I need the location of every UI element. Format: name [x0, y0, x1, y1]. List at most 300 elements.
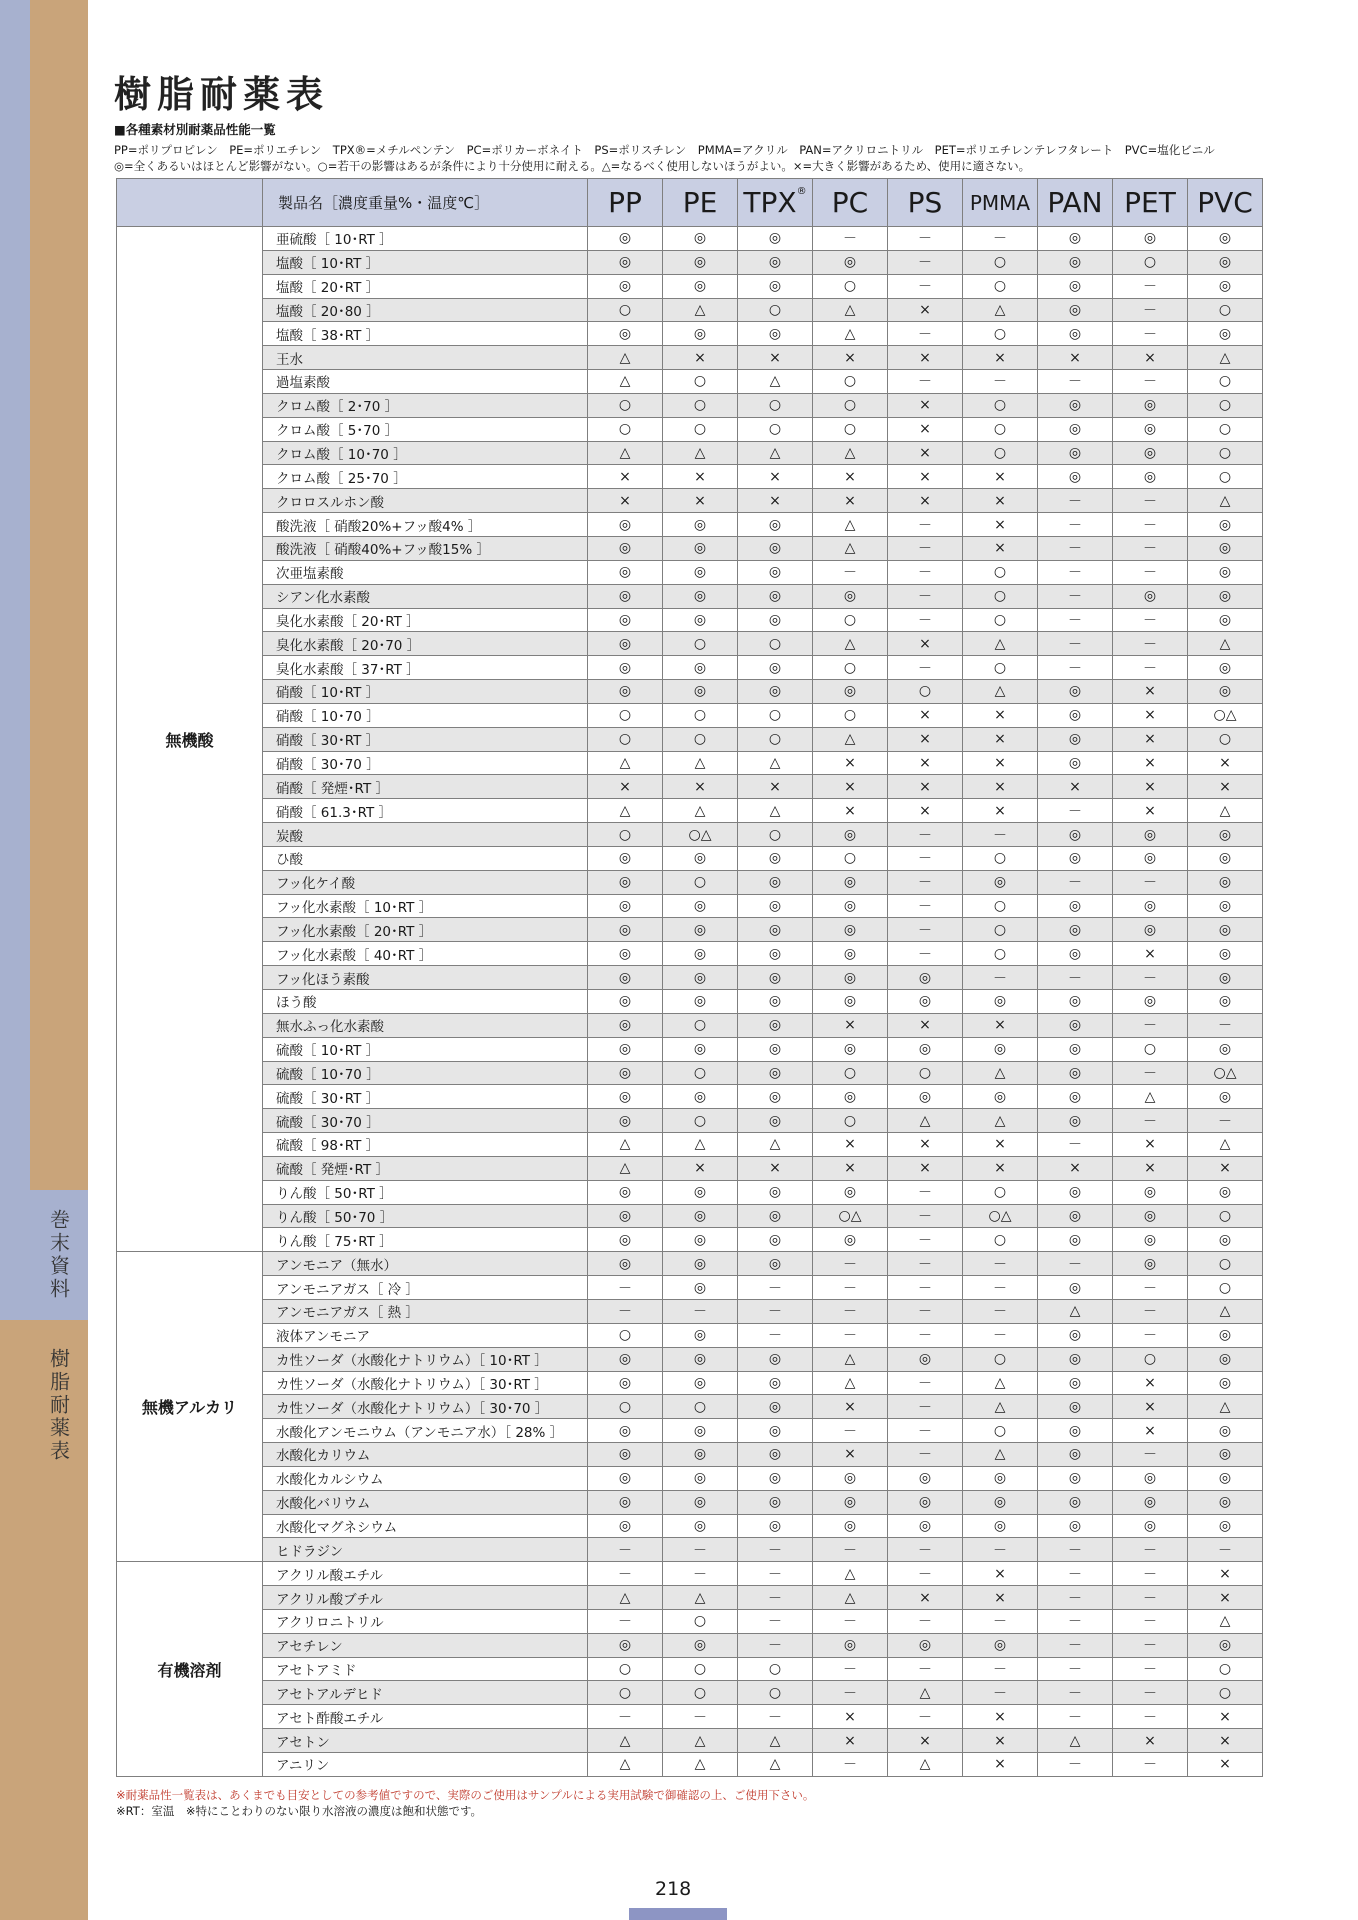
- rating-cell: ◎: [738, 1252, 813, 1276]
- rating-cell: －: [738, 1323, 813, 1347]
- rating-cell: ○: [813, 370, 888, 394]
- rating-cell: ○: [738, 298, 813, 322]
- rating-cell: ◎: [588, 632, 663, 656]
- rating-cell: －: [1113, 870, 1188, 894]
- rating-cell: ×: [1188, 1562, 1263, 1586]
- rating-cell: ×: [588, 489, 663, 513]
- rating-cell: ○: [963, 1419, 1038, 1443]
- chemical-name-cell: ひ酸: [263, 846, 588, 870]
- table-row: [117, 656, 1263, 680]
- table-row: [117, 1299, 1263, 1323]
- page-number: 218: [655, 1878, 692, 1900]
- rating-cell: －: [1113, 513, 1188, 537]
- table-row: [117, 846, 1263, 870]
- rating-cell: ◎: [813, 1085, 888, 1109]
- chemical-name-cell: 臭化水素酸［ 37･RT ］: [263, 656, 588, 680]
- rating-cell: ◎: [663, 250, 738, 274]
- chemical-name-cell: 臭化水素酸［ 20･70 ］: [263, 632, 588, 656]
- rating-cell: －: [738, 1562, 813, 1586]
- chemical-name-cell: クロム酸［ 2･70 ］: [263, 393, 588, 417]
- rating-cell: ◎: [1188, 322, 1263, 346]
- rating-cell: △: [663, 1586, 738, 1610]
- rating-cell: －: [1113, 1633, 1188, 1657]
- rating-cell: ◎: [1038, 823, 1113, 847]
- side-tab-resin-chemical[interactable]: [30, 1335, 88, 1475]
- page-number-bar: [629, 1908, 727, 1920]
- rating-cell: ◎: [588, 990, 663, 1014]
- rating-cell: ×: [1188, 1729, 1263, 1753]
- rating-cell: ×: [813, 1156, 888, 1180]
- chemical-name-cell: クロロスルホン酸: [263, 489, 588, 513]
- rating-cell: ◎: [963, 1514, 1038, 1538]
- rating-cell: ◎: [888, 966, 963, 990]
- rating-cell: ◎: [813, 966, 888, 990]
- rating-cell: ×: [888, 751, 963, 775]
- rating-cell: ◎: [738, 560, 813, 584]
- rating-cell: ◎: [1188, 1180, 1263, 1204]
- rating-cell: ◎: [1038, 1347, 1113, 1371]
- rating-cell: ×: [888, 799, 963, 823]
- rating-cell: －: [1038, 489, 1113, 513]
- rating-cell: －: [888, 536, 963, 560]
- chemical-name-cell: 硝酸［ 30･70 ］: [263, 751, 588, 775]
- rating-cell: ◎: [1188, 1490, 1263, 1514]
- rating-cell: ◎: [663, 1323, 738, 1347]
- rating-cell: ○: [963, 1228, 1038, 1252]
- rating-cell: ◎: [1188, 823, 1263, 847]
- rating-cell: ◎: [663, 1466, 738, 1490]
- rating-cell: ◎: [813, 1514, 888, 1538]
- rating-cell: ○: [738, 727, 813, 751]
- rating-cell: ◎: [738, 1371, 813, 1395]
- rating-cell: ◎: [738, 966, 813, 990]
- rating-cell: ×: [813, 489, 888, 513]
- section-subheading: ■各種素材別耐薬品性能一覧: [114, 122, 276, 137]
- rating-cell: ○: [813, 393, 888, 417]
- rating-cell: －: [888, 846, 963, 870]
- rating-cell: －: [813, 1657, 888, 1681]
- rating-cell: ◎: [738, 942, 813, 966]
- rating-cell: △: [738, 751, 813, 775]
- rating-cell: －: [1038, 1586, 1113, 1610]
- rating-cell: ○: [588, 727, 663, 751]
- material-header-pp: PP: [588, 179, 663, 227]
- table-row: [117, 1323, 1263, 1347]
- rating-cell: ◎: [1188, 227, 1263, 251]
- rating-cell: －: [813, 1419, 888, 1443]
- rating-cell: ◎: [588, 1013, 663, 1037]
- rating-cell: △: [888, 1109, 963, 1133]
- rating-cell: －: [1188, 1109, 1263, 1133]
- rating-cell: ×: [1113, 727, 1188, 751]
- page-title: 樹脂耐薬表: [114, 73, 329, 116]
- rating-cell: ○: [738, 393, 813, 417]
- rating-cell: △: [738, 1729, 813, 1753]
- rating-cell: △: [588, 1586, 663, 1610]
- rating-cell: ×: [963, 1753, 1038, 1777]
- chemical-name-cell: クロム酸［ 25･70 ］: [263, 465, 588, 489]
- rating-cell: ○: [1188, 441, 1263, 465]
- rating-cell: ◎: [588, 608, 663, 632]
- rating-cell: ◎: [1038, 465, 1113, 489]
- rating-cell: ○: [663, 1013, 738, 1037]
- chemical-name-cell: 水酸化カルシウム: [263, 1466, 588, 1490]
- rating-cell: －: [963, 1538, 1038, 1562]
- table-row: [117, 1562, 1263, 1586]
- rating-cell: ◎: [1038, 322, 1113, 346]
- chemical-name-cell: フッ化水素酸［ 20･RT ］: [263, 918, 588, 942]
- rating-cell: ◎: [1188, 680, 1263, 704]
- rating-cell: ×: [1113, 1395, 1188, 1419]
- rating-cell: ◎: [1113, 1252, 1188, 1276]
- rating-cell: ×: [963, 1156, 1038, 1180]
- rating-cell: ×: [663, 775, 738, 799]
- rating-cell: －: [1038, 1633, 1113, 1657]
- rating-cell: ◎: [738, 584, 813, 608]
- chemical-name-cell: りん酸［ 50･70 ］: [263, 1204, 588, 1228]
- rating-cell: ◎: [588, 1109, 663, 1133]
- rating-cell: ◎: [588, 250, 663, 274]
- rating-cell: －: [888, 656, 963, 680]
- rating-cell: －: [1113, 1109, 1188, 1133]
- rating-cell: ×: [888, 346, 963, 370]
- rating-cell: ◎: [1188, 608, 1263, 632]
- table-header-row: [117, 179, 1263, 227]
- table-row: [117, 393, 1263, 417]
- rating-cell: －: [1038, 584, 1113, 608]
- rating-cell: ◎: [588, 560, 663, 584]
- rating-cell: ×: [1113, 1729, 1188, 1753]
- rating-cell: ○: [813, 1109, 888, 1133]
- rating-cell: ◎: [1188, 1633, 1263, 1657]
- rating-cell: ◎: [738, 1395, 813, 1419]
- rating-cell: ◎: [663, 1276, 738, 1300]
- rating-cell: ○: [1188, 727, 1263, 751]
- rating-cell: ◎: [738, 1490, 813, 1514]
- rating-cell: ◎: [1188, 1037, 1263, 1061]
- rating-cell: ○: [813, 417, 888, 441]
- rating-cell: －: [888, 274, 963, 298]
- rating-cell: ◎: [588, 584, 663, 608]
- chemical-name-cell: 臭化水素酸［ 20･RT ］: [263, 608, 588, 632]
- rating-cell: ◎: [963, 990, 1038, 1014]
- rating-cell: ◎: [813, 990, 888, 1014]
- chemical-name-cell: シアン化水素酸: [263, 584, 588, 608]
- rating-cell: ×: [888, 632, 963, 656]
- rating-cell: ◎: [1113, 823, 1188, 847]
- rating-cell: ◎: [738, 846, 813, 870]
- rating-cell: ◎: [813, 1490, 888, 1514]
- rating-cell: ◎: [1188, 1419, 1263, 1443]
- rating-cell: ◎: [663, 274, 738, 298]
- table-row: [117, 990, 1263, 1014]
- chemical-name-cell: 水酸化マグネシウム: [263, 1514, 588, 1538]
- rating-cell: ◎: [738, 1085, 813, 1109]
- rating-cell: ○: [663, 870, 738, 894]
- rating-cell: －: [588, 1609, 663, 1633]
- rating-cell: ◎: [663, 846, 738, 870]
- rating-cell: △: [588, 1753, 663, 1777]
- rating-cell: ◎: [588, 1061, 663, 1085]
- rating-cell: ×: [663, 346, 738, 370]
- table-row: [117, 346, 1263, 370]
- rating-cell: ○: [1188, 1204, 1263, 1228]
- rating-cell: ×: [738, 465, 813, 489]
- rating-cell: ◎: [588, 1514, 663, 1538]
- rating-cell: △: [1038, 1299, 1113, 1323]
- rating-cell: －: [1038, 608, 1113, 632]
- rating-cell: －: [813, 1276, 888, 1300]
- rating-cell: －: [888, 1180, 963, 1204]
- table-row: [117, 1180, 1263, 1204]
- rating-cell: △: [813, 536, 888, 560]
- table-row: [117, 560, 1263, 584]
- rating-cell: ◎: [588, 680, 663, 704]
- rating-cell: －: [588, 1562, 663, 1586]
- rating-cell: －: [1038, 870, 1113, 894]
- rating-cell: ×: [888, 1133, 963, 1157]
- rating-cell: ◎: [738, 536, 813, 560]
- rating-cell: ◎: [588, 1180, 663, 1204]
- rating-cell: －: [1113, 1609, 1188, 1633]
- rating-cell: ◎: [663, 1252, 738, 1276]
- table-row: [117, 823, 1263, 847]
- rating-cell: ○: [738, 1657, 813, 1681]
- rating-cell: ◎: [588, 322, 663, 346]
- rating-cell: ×: [1188, 1156, 1263, 1180]
- category-cell: 有機溶剤: [117, 1562, 263, 1777]
- rating-cell: －: [813, 560, 888, 584]
- rating-cell: －: [963, 1657, 1038, 1681]
- rating-cell: ◎: [588, 1037, 663, 1061]
- rating-cell: －: [888, 942, 963, 966]
- rating-cell: ◎: [813, 1037, 888, 1061]
- rating-cell: ○: [588, 417, 663, 441]
- rating-cell: ○: [738, 1681, 813, 1705]
- rating-cell: －: [888, 1705, 963, 1729]
- rating-cell: －: [1038, 656, 1113, 680]
- category-cell: 無機酸: [117, 227, 263, 1252]
- table-row: [117, 632, 1263, 656]
- rating-cell: ◎: [588, 846, 663, 870]
- rating-cell: △: [963, 1443, 1038, 1467]
- rating-cell: △: [1188, 1299, 1263, 1323]
- rating-cell: ◎: [1188, 846, 1263, 870]
- table-row: [117, 918, 1263, 942]
- chemical-name-cell: りん酸［ 50･RT ］: [263, 1180, 588, 1204]
- rating-cell: ◎: [663, 1443, 738, 1467]
- rating-cell: －: [888, 513, 963, 537]
- rating-cell: ×: [888, 298, 963, 322]
- rating-cell: ○△: [1188, 1061, 1263, 1085]
- rating-cell: ◎: [738, 322, 813, 346]
- rating-cell: ◎: [588, 918, 663, 942]
- chemical-name-cell: フッ化水素酸［ 10･RT ］: [263, 894, 588, 918]
- rating-cell: －: [1113, 1013, 1188, 1037]
- rating-cell: ◎: [738, 894, 813, 918]
- rating-cell: ◎: [813, 1633, 888, 1657]
- rating-cell: ◎: [1188, 990, 1263, 1014]
- rating-cell: ○: [738, 417, 813, 441]
- rating-cell: △: [663, 1729, 738, 1753]
- rating-cell: －: [1113, 608, 1188, 632]
- rating-cell: ×: [1188, 775, 1263, 799]
- rating-cell: ◎: [1188, 1347, 1263, 1371]
- table-row: [117, 1252, 1263, 1276]
- rating-cell: ◎: [663, 608, 738, 632]
- chemical-name-cell: 液体アンモニア: [263, 1323, 588, 1347]
- table-row: [117, 1347, 1263, 1371]
- rating-cell: －: [888, 870, 963, 894]
- rating-cell: ×: [1188, 751, 1263, 775]
- rating-cell: －: [888, 1371, 963, 1395]
- rating-cell: ◎: [1113, 465, 1188, 489]
- table-row: [117, 1228, 1263, 1252]
- rating-cell: ○: [1113, 1347, 1188, 1371]
- table-row: [117, 489, 1263, 513]
- rating-cell: ○: [738, 823, 813, 847]
- rating-cell: －: [888, 608, 963, 632]
- rating-cell: ○: [588, 393, 663, 417]
- chemical-name-cell: 水酸化バリウム: [263, 1490, 588, 1514]
- rating-cell: ○: [1188, 1657, 1263, 1681]
- rating-cell: ◎: [1038, 1109, 1113, 1133]
- rating-cell: ○: [588, 298, 663, 322]
- rating-cell: －: [663, 1538, 738, 1562]
- rating-cell: －: [1113, 1323, 1188, 1347]
- rating-cell: －: [1113, 1586, 1188, 1610]
- rating-cell: ◎: [1038, 1276, 1113, 1300]
- rating-cell: －: [888, 1299, 963, 1323]
- chemical-name-cell: 水酸化カリウム: [263, 1443, 588, 1467]
- registered-mark-icon: ®: [796, 186, 807, 197]
- rating-cell: ○: [963, 250, 1038, 274]
- rating-cell: ◎: [1188, 584, 1263, 608]
- rating-cell: －: [888, 227, 963, 251]
- table-row: [117, 799, 1263, 823]
- chemical-name-cell: 無水ふっ化水素酸: [263, 1013, 588, 1037]
- rating-cell: －: [813, 1609, 888, 1633]
- material-header-pe: PE: [663, 179, 738, 227]
- rating-cell: ◎: [588, 1633, 663, 1657]
- rating-cell: ○: [663, 417, 738, 441]
- chemical-name-cell: 次亜塩素酸: [263, 560, 588, 584]
- rating-cell: ◎: [588, 1419, 663, 1443]
- rating-cell: ◎: [588, 1085, 663, 1109]
- rating-cell: ◎: [738, 1061, 813, 1085]
- rating-cell: ○: [663, 1657, 738, 1681]
- rating-cell: －: [1038, 536, 1113, 560]
- rating-cell: ◎: [888, 1466, 963, 1490]
- rating-cell: ◎: [1038, 894, 1113, 918]
- rating-cell: △: [663, 1753, 738, 1777]
- table-row: [117, 370, 1263, 394]
- rating-cell: ×: [813, 1443, 888, 1467]
- rating-cell: －: [1113, 966, 1188, 990]
- rating-cell: －: [888, 1276, 963, 1300]
- rating-cell: ○: [963, 846, 1038, 870]
- chemical-name-cell: アセトアミド: [263, 1657, 588, 1681]
- rating-cell: △: [963, 1061, 1038, 1085]
- table-row: [117, 513, 1263, 537]
- rating-cell: △: [1113, 1085, 1188, 1109]
- rating-cell: ×: [963, 1729, 1038, 1753]
- rating-cell: △: [813, 727, 888, 751]
- rating-cell: ◎: [1038, 918, 1113, 942]
- table-row: [117, 703, 1263, 727]
- rating-cell: －: [1038, 632, 1113, 656]
- rating-cell: ○: [588, 823, 663, 847]
- rating-cell: ◎: [588, 274, 663, 298]
- rating-cell: ◎: [888, 1490, 963, 1514]
- rating-cell: △: [1188, 489, 1263, 513]
- rating-cell: ×: [963, 751, 1038, 775]
- table-row: [117, 1657, 1263, 1681]
- rating-cell: －: [813, 227, 888, 251]
- table-row: [117, 417, 1263, 441]
- rating-cell: ×: [1113, 942, 1188, 966]
- rating-cell: ×: [1113, 1133, 1188, 1157]
- rating-cell: ×: [888, 465, 963, 489]
- rating-cell: ×: [813, 346, 888, 370]
- side-tab-appendix[interactable]: [30, 1190, 88, 1320]
- chemical-name-cell: 炭酸: [263, 823, 588, 847]
- table-row: [117, 584, 1263, 608]
- rating-cell: ×: [963, 799, 1038, 823]
- rating-cell: △: [663, 751, 738, 775]
- rating-cell: ○: [1188, 298, 1263, 322]
- rating-cell: －: [738, 1705, 813, 1729]
- rating-cell: －: [738, 1299, 813, 1323]
- rating-cell: ◎: [738, 1514, 813, 1538]
- rating-cell: ◎: [1038, 1180, 1113, 1204]
- rating-cell: ○: [963, 894, 1038, 918]
- table-row: [117, 894, 1263, 918]
- rating-cell: ×: [963, 465, 1038, 489]
- rating-cell: ◎: [813, 894, 888, 918]
- rating-cell: ○: [813, 1061, 888, 1085]
- rating-cell: －: [1038, 513, 1113, 537]
- rating-cell: ×: [1038, 1156, 1113, 1180]
- rating-cell: －: [888, 1419, 963, 1443]
- rating-cell: －: [588, 1299, 663, 1323]
- rating-cell: △: [588, 1729, 663, 1753]
- chemical-name-cell: ヒドラジン: [263, 1538, 588, 1562]
- rating-cell: －: [888, 250, 963, 274]
- chemical-name-cell: フッ化ほう素酸: [263, 966, 588, 990]
- chemical-name-cell: りん酸［ 75･RT ］: [263, 1228, 588, 1252]
- rating-cell: ○: [1113, 1037, 1188, 1061]
- rating-cell: ○: [888, 1061, 963, 1085]
- rating-cell: ◎: [1113, 846, 1188, 870]
- rating-cell: ○: [813, 274, 888, 298]
- rating-cell: ◎: [813, 250, 888, 274]
- rating-cell: －: [1038, 799, 1113, 823]
- rating-cell: －: [888, 1228, 963, 1252]
- rating-cell: ○: [663, 393, 738, 417]
- rating-cell: ◎: [588, 513, 663, 537]
- table-row: [117, 1037, 1263, 1061]
- rating-cell: ×: [963, 775, 1038, 799]
- rating-cell: △: [963, 1395, 1038, 1419]
- rating-cell: ◎: [1188, 918, 1263, 942]
- rating-cell: ◎: [813, 918, 888, 942]
- rating-cell: ◎: [588, 1466, 663, 1490]
- rating-cell: ◎: [1038, 227, 1113, 251]
- rating-cell: ○: [963, 656, 1038, 680]
- rating-cell: ×: [738, 1156, 813, 1180]
- table-row: [117, 1514, 1263, 1538]
